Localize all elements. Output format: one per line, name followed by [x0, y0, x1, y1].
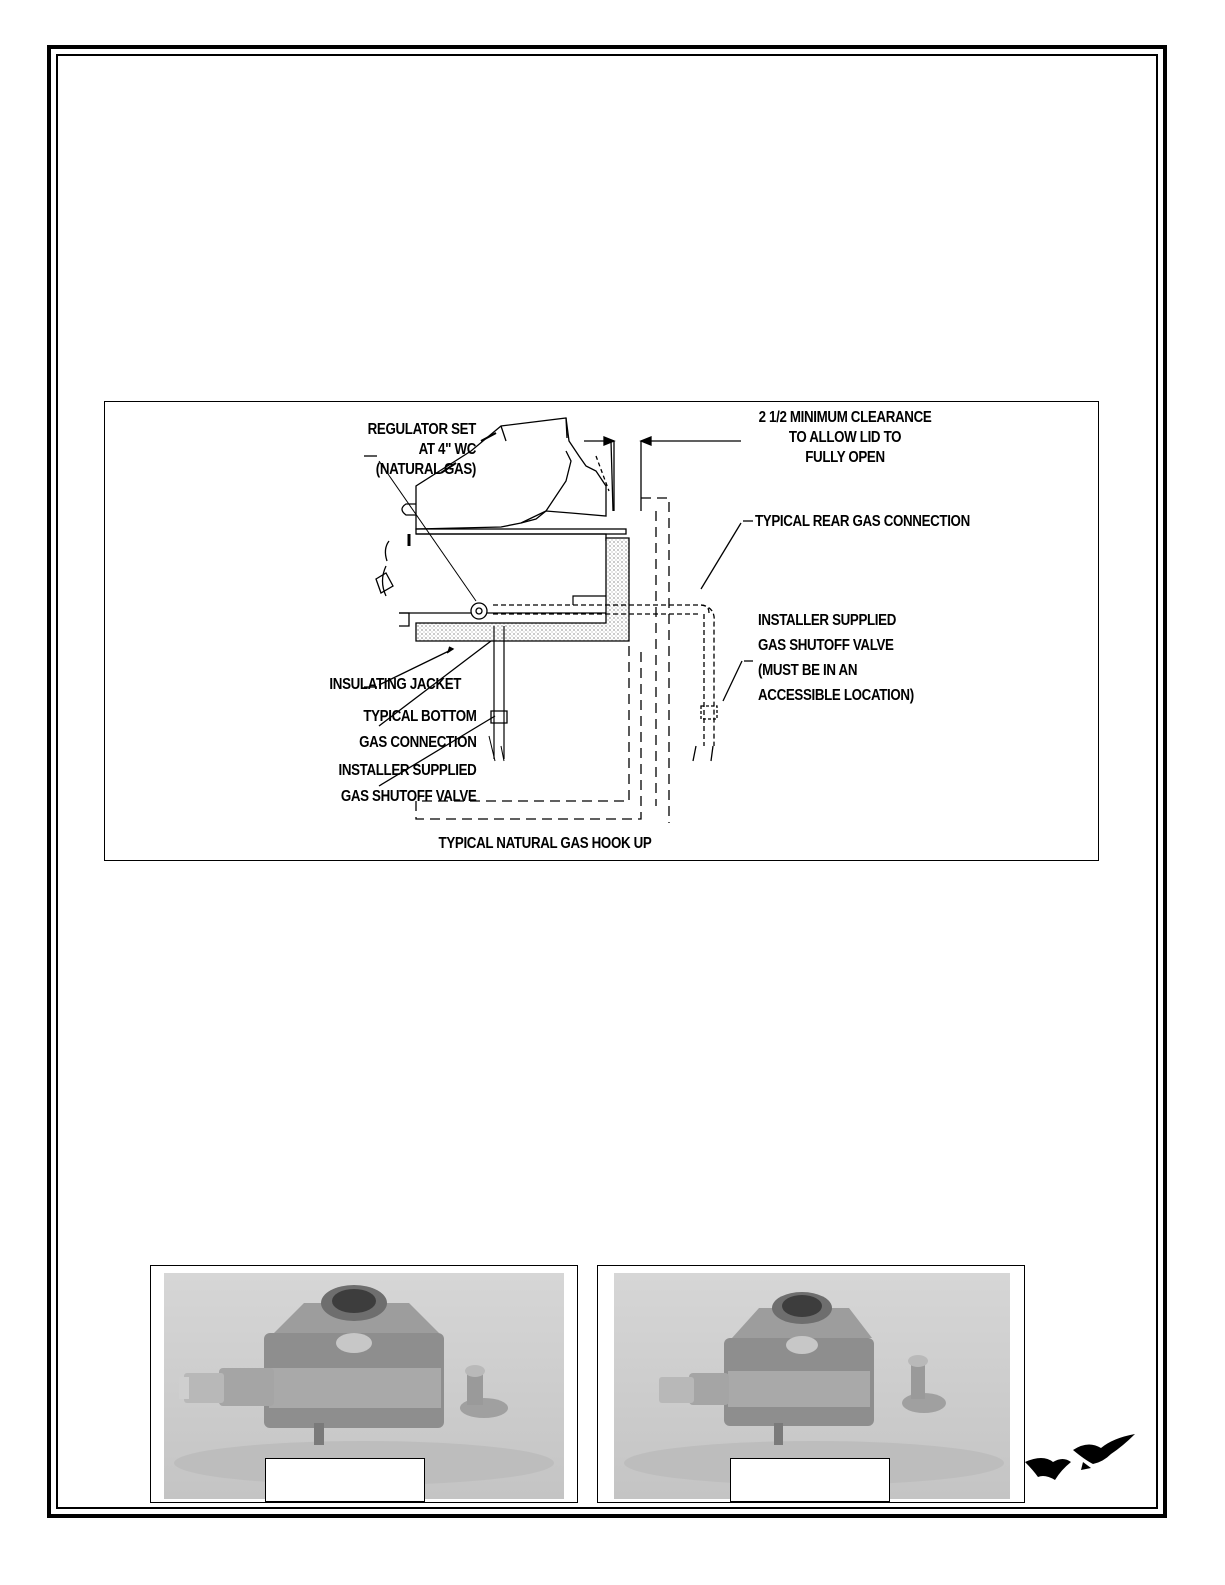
photo-frame-left	[150, 1265, 578, 1503]
insulating-jacket-label: INSULATING JACKET	[329, 676, 461, 693]
gas-hookup-diagram	[104, 401, 1099, 861]
installer-valve-left-label: INSTALLER SUPPLIED GAS SHUTOFF VALVE	[338, 762, 476, 805]
photo-caption-left	[265, 1458, 425, 1502]
photo-frame-right	[597, 1265, 1025, 1503]
rear-connection-label: TYPICAL REAR GAS CONNECTION	[755, 513, 970, 530]
insulating-jacket-shape	[416, 538, 629, 641]
diagram-title: TYPICAL NATURAL GAS HOOK UP	[438, 835, 652, 852]
installer-valve-right-label: INSTALLER SUPPLIED GAS SHUTOFF VALVE (MUST BE IN AN ACCESSIBLE LOCATION)	[758, 612, 914, 704]
clearance-label: 2 1/2 MINIMUM CLEARANCE TO ALLOW LID TO FULLY OPEN	[758, 409, 932, 466]
bottom-connection-label: TYPICAL BOTTOM GAS CONNECTION	[358, 708, 476, 751]
eagle-logo-icon	[1023, 1432, 1148, 1492]
photo-caption-right	[730, 1458, 890, 1502]
diagram-drawing	[105, 402, 1100, 862]
regulator-label: REGULATOR SET AT 4" WC (NATURAL GAS)	[367, 421, 476, 478]
